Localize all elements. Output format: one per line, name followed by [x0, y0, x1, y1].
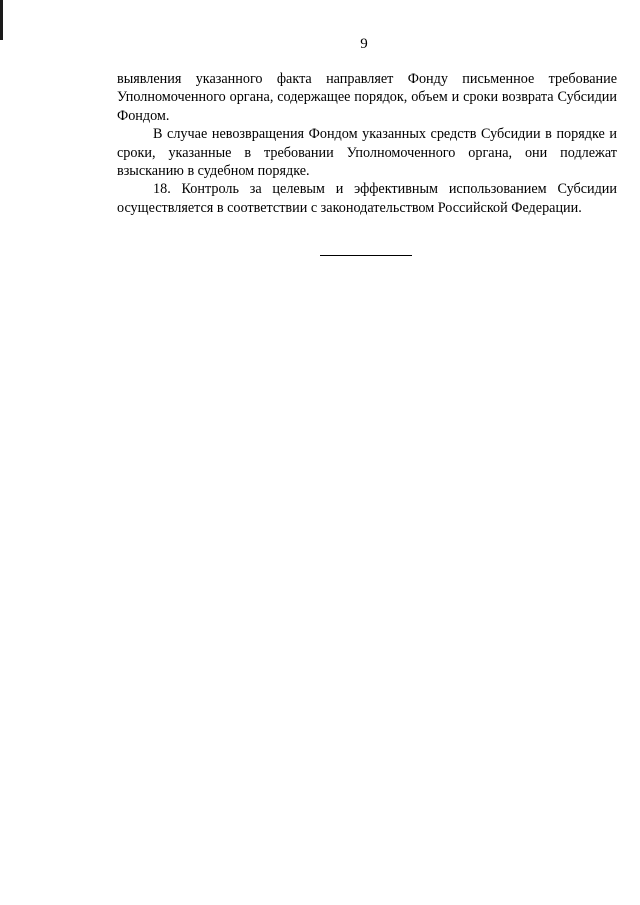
end-of-document-line — [320, 255, 412, 256]
paragraph-continuation: выявления указанного факта направляет Фонду письменное требование Уполномоченного органа, содержащее порядок, объем и сроки возврата Субсидии Фондом. — [117, 71, 617, 124]
page-number: 9 — [360, 36, 368, 52]
document-body — [117, 70, 617, 217]
paragraph-control-clause: 18. Контроль за целевым и эффективным использованием Субсидии осуществляется в соответствии с законодательством Российской Федерации. — [117, 181, 617, 216]
paragraph-non-return: В случае невозвращения Фондом указанных средств Субсидии в порядке и сроки, указанные в требовании Уполномоченного органа, они подлежат взысканию в судебном порядке. — [117, 126, 617, 180]
